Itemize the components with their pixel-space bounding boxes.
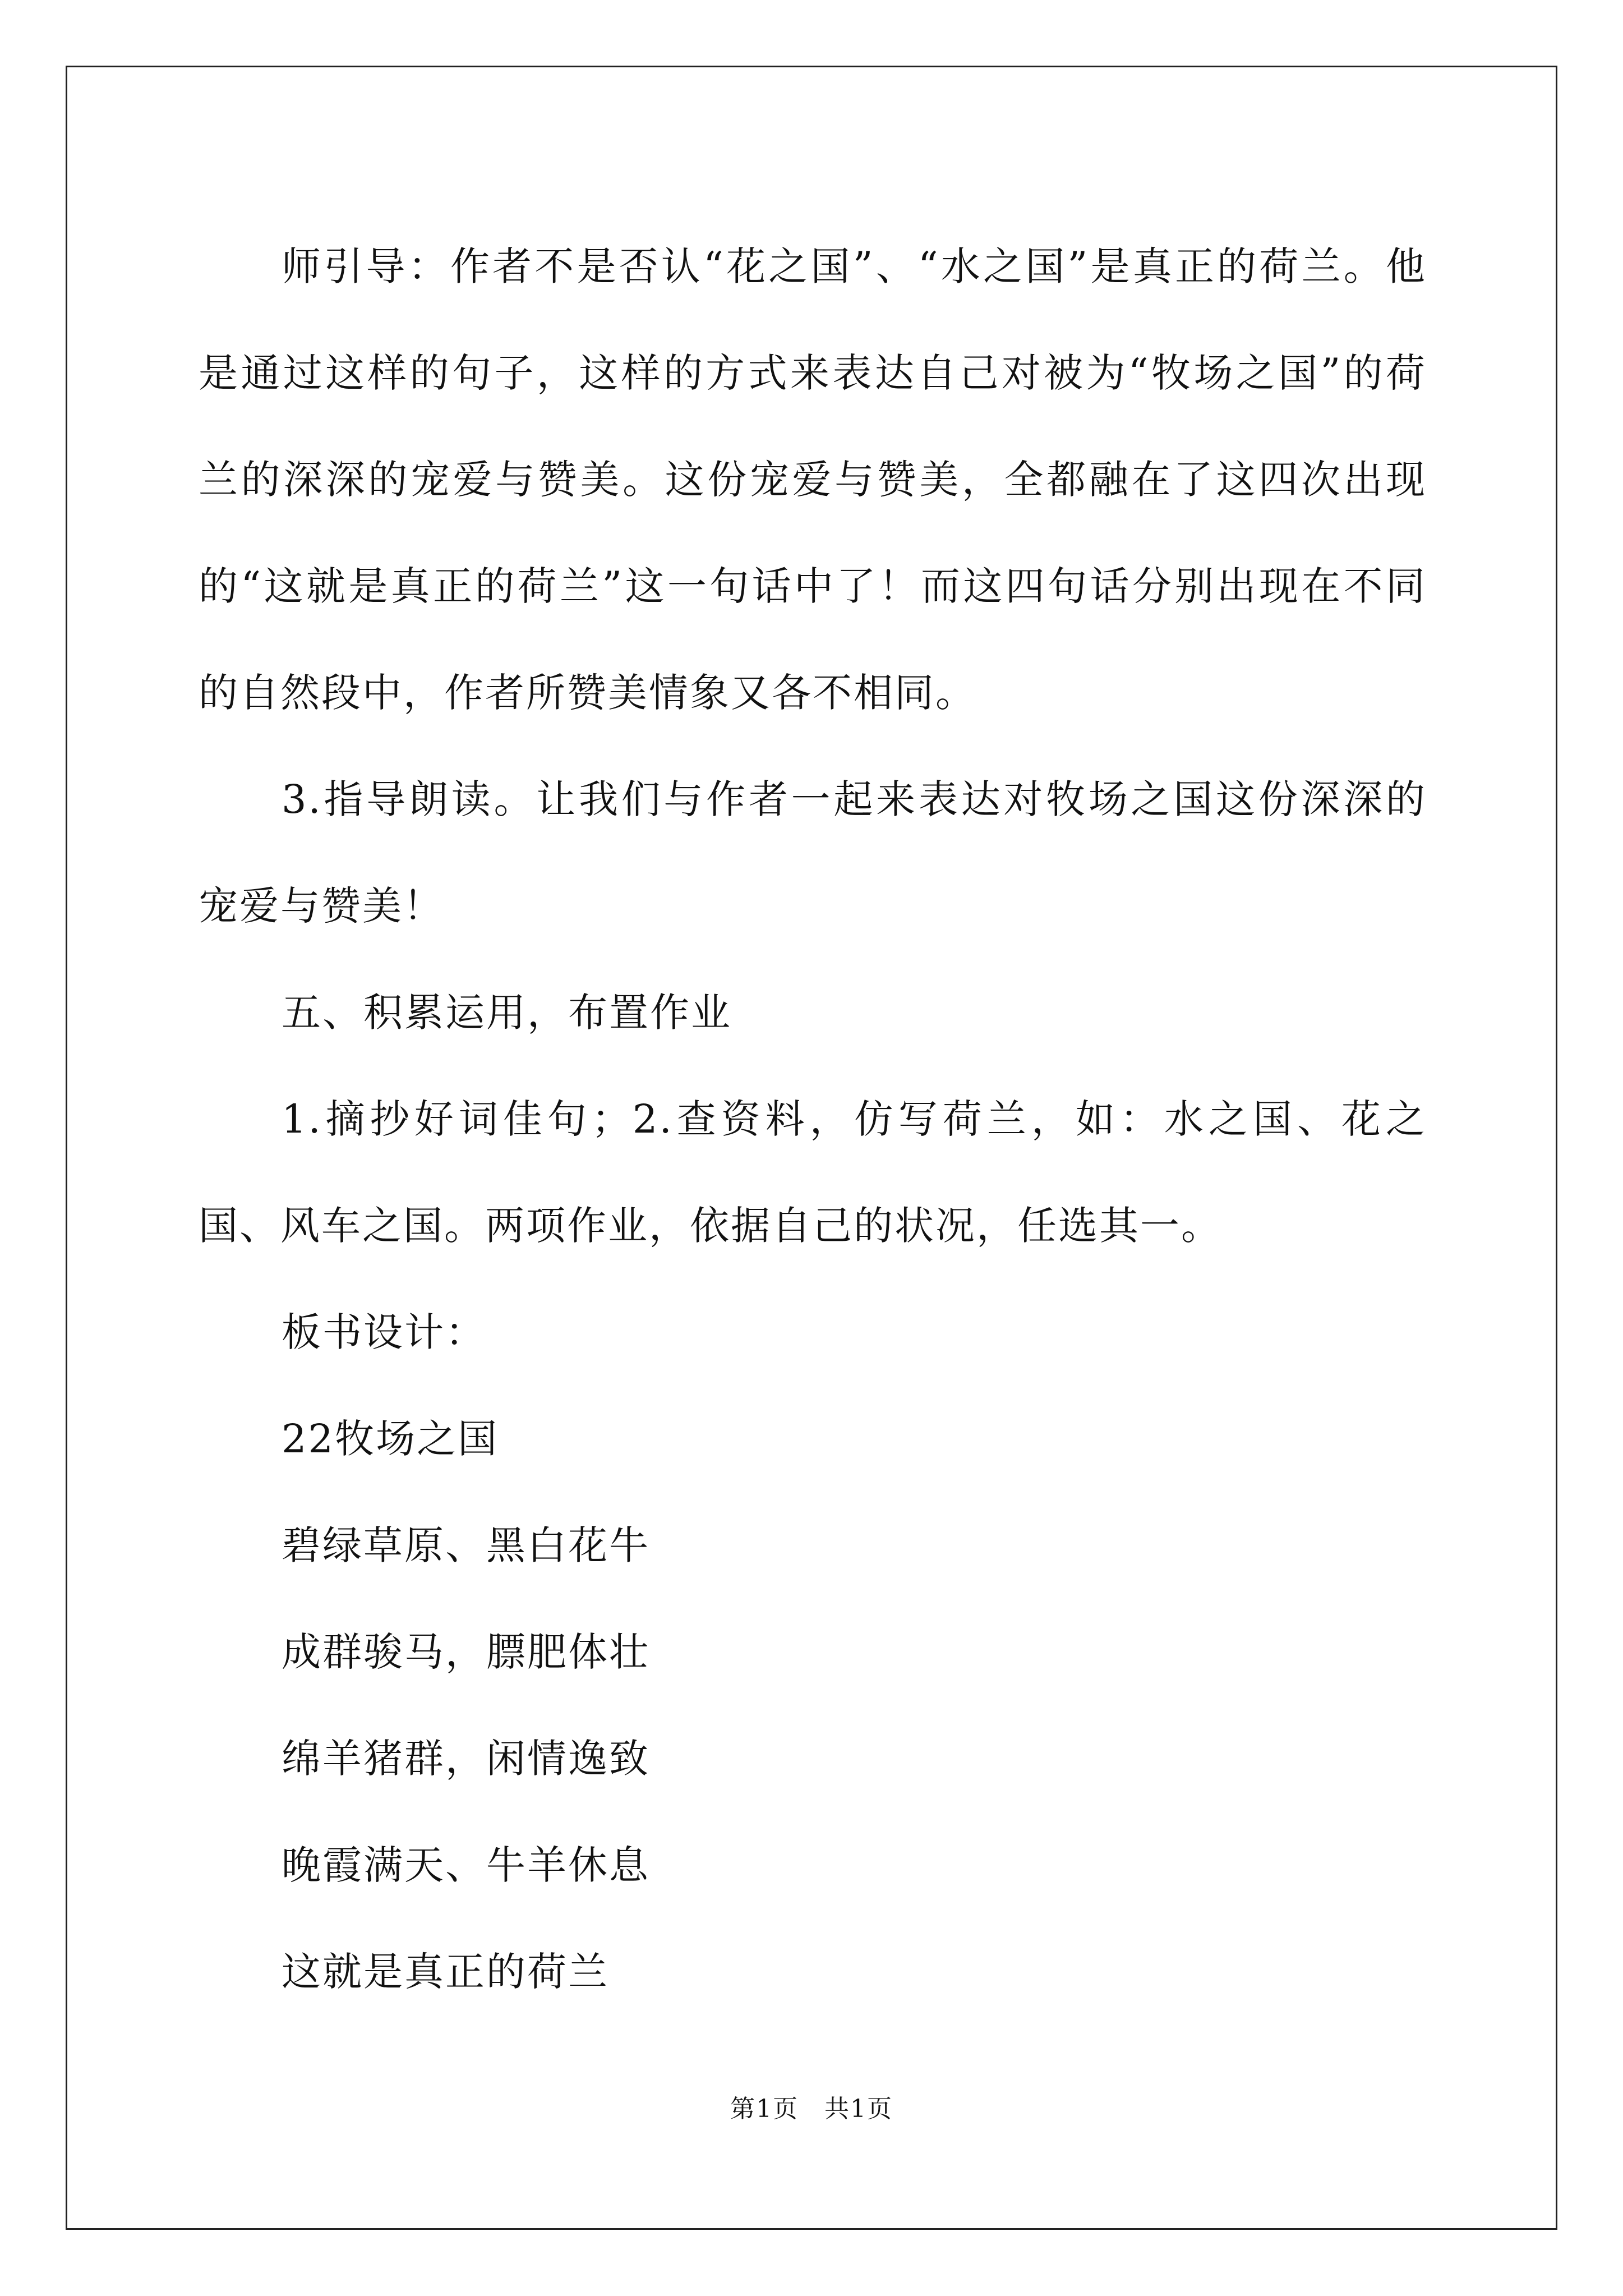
paragraph-teacher-guidance: 师引导：作者不是否认“花之国”、“水之国”是真正的荷兰。他是通过这样的句子，这样的方式来表达自己对被为“牧场之国”的荷兰的深深的宠爱与赞美。这份宠爱与赞美，全都融在了这四次出现的“这就是真正的荷兰”这一句话中了！而这四句话分别出现在不同的自然段中，作者所赞美情象又各不相同。 xyxy=(199,243,1427,716)
document-body xyxy=(199,213,1427,2025)
paragraph-homework-items: 1.摘抄好词佳句；2.查资料，仿写荷兰，如：水之国、花之国、风车之国。两项作业，依据自己的状况，任选其一。 xyxy=(199,1096,1427,1249)
section-heading-homework: 五、积累运用，布置作业 xyxy=(282,990,732,1036)
board-line-4: 晚霞满天、牛羊休息 xyxy=(282,1842,650,1888)
board-line-title: 22牧场之国 xyxy=(282,1416,499,1462)
page-footer: 第1页 共1页 xyxy=(730,2095,893,2123)
board-line-3: 绵羊猪群，闲情逸致 xyxy=(282,1736,650,1782)
board-line-1: 碧绿草原、黑白花牛 xyxy=(282,1522,650,1568)
paragraph-reading-guidance: 3.指导朗读。让我们与作者一起来表达对牧场之国这份深深的宠爱与赞美！ xyxy=(199,776,1427,929)
board-design-heading: 板书设计： xyxy=(282,1309,486,1355)
board-line-5: 这就是真正的荷兰 xyxy=(282,1949,609,1995)
board-line-2: 成群骏马，膘肥体壮 xyxy=(282,1629,650,1675)
